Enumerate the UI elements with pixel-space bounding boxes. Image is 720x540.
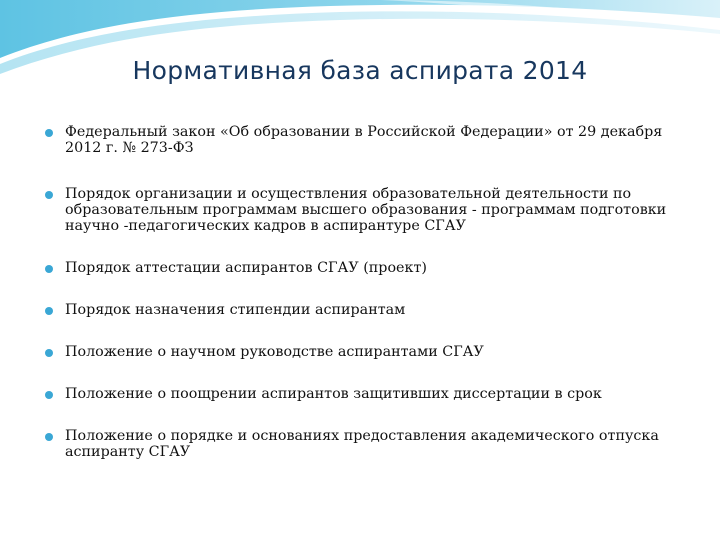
bullet-list: [44, 124, 684, 460]
list-item: [44, 186, 684, 234]
list-item: [44, 386, 684, 402]
list-item: [44, 302, 684, 318]
bullet-dot-icon: [45, 433, 53, 441]
list-item: [44, 260, 684, 276]
bullet-dot-icon: [45, 391, 53, 399]
slide-title: Нормативная база аспирата 2014: [132, 56, 588, 85]
list-item: [44, 428, 684, 460]
list-item: [44, 344, 684, 360]
list-item-text: Федеральный закон «Об образовании в Российской Федерации» от 29 декабря 2012 г. № 273-ФЗ: [65, 124, 663, 156]
list-item-text: Порядок назначения стипендии аспирантам: [65, 302, 406, 318]
list-item: [44, 124, 684, 156]
bullet-dot-icon: [45, 129, 53, 137]
list-item-text: Положение о поощрении аспирантов защитивших диссертации в срок: [65, 386, 602, 402]
bullet-dot-icon: [45, 307, 53, 315]
bullet-dot-icon: [45, 191, 53, 199]
bullet-dot-icon: [45, 349, 53, 357]
bullet-dot-icon: [45, 265, 53, 273]
list-item-text: Положение о порядке и основаниях предоставления академического отпуска аспиранту СГАУ: [65, 428, 659, 460]
list-item-text: Порядок организации и осуществления образовательной деятельности по образовательным программам высшего образования - программам подготовки научно -педагогических кадров в аспирантуре СГАУ: [65, 186, 667, 234]
list-item-text: Порядок аттестации аспирантов СГАУ (проект): [65, 260, 427, 276]
list-item-text: Положение о научном руководстве аспирантами СГАУ: [65, 344, 484, 360]
